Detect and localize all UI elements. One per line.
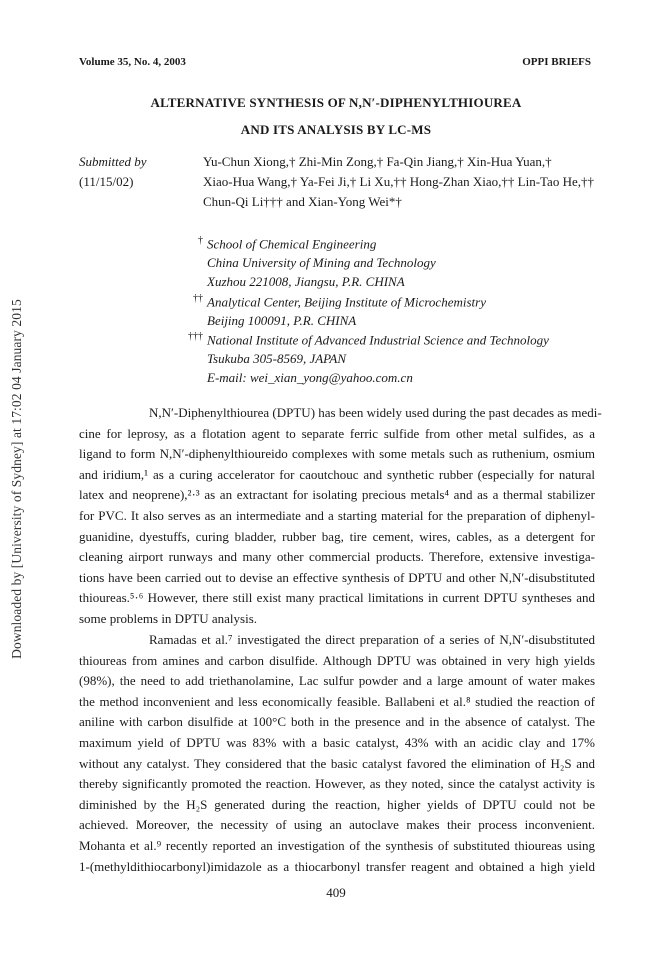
- affiliation-3: [183, 327, 549, 387]
- body-line: the method inconvenient and less economically feasible. Ballabeni et al.⁸ studied the reaction of: [79, 693, 595, 709]
- article-title-line-1: ALTERNATIVE SYNTHESIS OF N,N′-DIPHENYLTHIOUREA: [150, 95, 522, 110]
- submitted-label: Submitted by: [79, 154, 147, 169]
- body-line: and iridium,¹ as a curing accelerator for caoutchouc and synthetic rubber (especially for natural: [79, 466, 595, 482]
- body-line: achieved. Moreover, the necessity of using an autoclave makes their process inconvenient.: [79, 817, 595, 833]
- body-line: guanidine, dyestuffs, curing bladder, rubber bag, tire cement, wires, cables, as a detergent for: [79, 528, 595, 544]
- body-line: 1-(methyldithiocarbonyl)imidazole as a thiocarbonyl transfer reagent and obtained a high yield: [79, 858, 595, 874]
- author-line: Xiao-Hua Wang,† Ya-Fei Ji,† Li Xu,†† Hong-Zhan Xiao,†† Lin-Tao He,††: [203, 174, 594, 189]
- author-line: Yu-Chun Xiong,† Zhi-Min Zong,† Fa-Qin Jiang,† Xin-Hua Yuan,†: [203, 154, 552, 169]
- paragraph-2: [79, 630, 595, 877]
- body-line: tions have been carried out to devise an effective synthesis of DPTU and other N,N′-disubstituted: [79, 569, 595, 585]
- journal-volume: Volume 35, No. 4, 2003: [79, 56, 186, 68]
- body-line: maximum yield of DPTU was 83% with a basic catalyst, 43% with an acidic clay and 17%: [79, 734, 595, 750]
- body-line: (98%), the need to add triethanolamine, Lac sulfur powder and a large amount of water makes: [79, 673, 595, 689]
- body-line: cine for leprosy, as a flotation agent to separate ferric sulfide from other metal sulfides, as a: [79, 425, 595, 441]
- affiliation-line: School of Chemical Engineering: [207, 236, 377, 252]
- affiliation-line: China University of Mining and Technology: [207, 255, 436, 271]
- body-line: latex and neoprene),²·³ as an extractant for isolating precious metals⁴ and as a thermal stabilizer: [79, 487, 595, 503]
- submitted-date: (11/15/02): [79, 174, 134, 189]
- affiliation-mark: ††: [193, 293, 203, 304]
- body-line: thioureas from amines and carbon disulfide. Although DPTU was obtained in very high yields: [79, 652, 595, 668]
- affiliation-line: National Institute of Advanced Industrial Science and Technology: [207, 332, 549, 348]
- affiliation-line: Beijing 100091, P.R. CHINA: [207, 313, 357, 329]
- body-line: thioureas.⁵·⁶ However, there still exist many practical limitations in current DPTU syntheses and: [79, 590, 595, 606]
- affiliation-1: [183, 231, 436, 291]
- body-line: aniline with carbon disulfide at 100°C both in the presence and in the absence of catalyst. The: [79, 714, 595, 730]
- affiliation-mark: †††: [188, 331, 203, 342]
- affiliation-mark: †: [198, 235, 203, 246]
- page-number: 409: [326, 885, 346, 900]
- article-title-line-2: AND ITS ANALYSIS BY LC-MS: [240, 122, 432, 137]
- paragraph-1: [79, 403, 602, 630]
- affiliation-line: E-mail: wei_xian_yong@yahoo.com.cn: [207, 370, 413, 386]
- section-title: OPPI BRIEFS: [522, 56, 591, 68]
- body-line: Mohanta et al.⁹ recently reported an investigation of the synthesis of substituted thioureas using: [79, 837, 595, 853]
- affiliation-line: Tsukuba 305-8569, JAPAN: [207, 351, 347, 367]
- body-line: thereby significantly promoted the reaction. However, as they noted, since the catalyst activity is: [79, 776, 595, 792]
- author-list: [203, 152, 603, 212]
- body-line: for PVC. It also serves as an intermediate and a starting material for the preparation of diphenyl-: [79, 507, 595, 523]
- body-line: ligand to form N,N′-diphenylthioureido complexes with some metals such as ruthenium, osmium: [79, 446, 595, 462]
- download-sidebar: Downloaded by [University of Sydney] at 17:02 04 January 2015: [9, 299, 24, 659]
- author-line: Chun-Qi Li††† and Xian-Yong Wei*†: [203, 194, 402, 209]
- body-line: some problems in DPTU analysis.: [79, 610, 258, 626]
- body-line: cleaning airport runways and many other commercial products. Therefore, extensive investiga-: [79, 549, 595, 565]
- body-line: Ramadas et al.⁷ investigated the direct preparation of a series of N,N′-disubstituted: [149, 632, 595, 647]
- affiliation-line: Analytical Center, Beijing Institute of Microchemistry: [207, 294, 486, 310]
- body-line: N,N′-Diphenylthiourea (DPTU) has been widely used during the past decades as medi-: [149, 405, 602, 420]
- affiliation-2: [183, 289, 486, 330]
- body-line: diminished by the H₂S generated during the reaction, higher yields of DPTU could not be: [79, 796, 595, 812]
- body-line: without any catalyst. They considered that the basic catalyst favored the elimination of H₂S and: [79, 755, 595, 771]
- affiliation-line: Xuzhou 221008, Jiangsu, P.R. CHINA: [207, 274, 405, 290]
